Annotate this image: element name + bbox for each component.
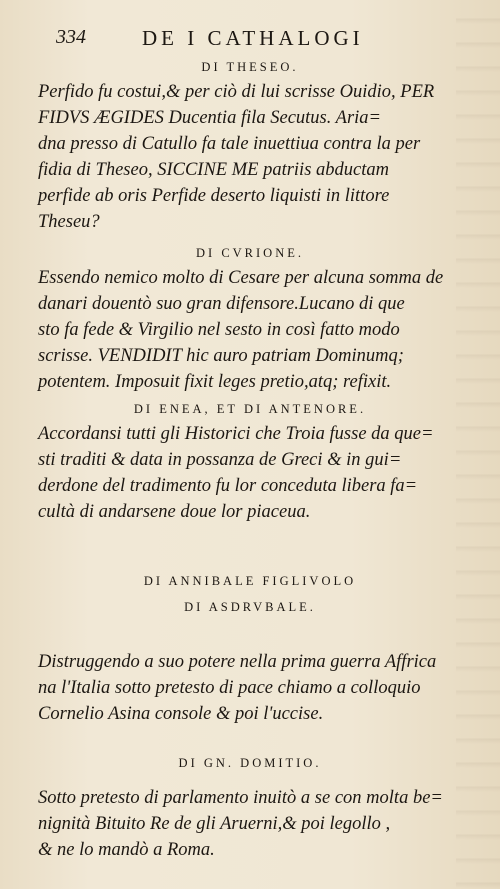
section-heading-annibale-2: DI ASDRVBALE. — [184, 600, 316, 614]
text-line: scrisse. VENDIDIT hic auro patriam Dominumq; — [38, 346, 404, 366]
text-line: nignità Bituito Re de gli Aruerni,& poi legollo , — [38, 814, 391, 834]
text-line: Essendo nemico molto di Cesare per alcuna somma de — [38, 268, 444, 288]
section-heading-annibale-1: DI ANNIBALE FIGLIVOLO — [143, 574, 357, 588]
text-line: potentem. Imposuit fixit leges pretio,atq; refixit. — [38, 372, 392, 392]
text-line: danari douentò suo gran difensore.Lucano di que — [38, 294, 405, 314]
text-line: perfide ab oris Perfide deserto liquisti in littore — [38, 186, 390, 206]
text-line: sto fa fede & Virgilio nel sesto in così fatto modo — [38, 320, 400, 340]
running-title: DE I CATHALOGI — [142, 26, 364, 50]
text-line: na l'Italia sotto pretesto di pace chiamo a colloquio — [38, 678, 421, 698]
text-line: Accordansi tutti gli Historici che Troia fusse da que= — [38, 424, 434, 444]
text-line: dna presso di Catullo fa tale inuettiua contra la per — [38, 134, 421, 154]
text-line: Perfido fu costui,& per ciò di lui scrisse Ouidio, PER — [38, 82, 435, 102]
section-heading-theseo: DI THESEO. — [201, 60, 299, 74]
text-line: Distruggendo a suo potere nella prima guerra Affrica — [38, 652, 437, 672]
text-line: Cornelio Asina console & poi l'uccise. — [38, 704, 324, 724]
text-line: fidia di Theseo, SICCINE ME patriis abductam — [38, 160, 389, 180]
text-line: Theseu? — [38, 212, 100, 232]
text-line: cultà di andarsene doue lor piaceua. — [38, 502, 311, 522]
text-line: FIDVS ÆGIDES Ducentia fila Secutus. Aria= — [38, 108, 382, 128]
section-heading-enea: DI ENEA, ET DI ANTENORE. — [133, 402, 367, 416]
text-line: Sotto pretesto di parlamento inuitò a se con molta be= — [38, 788, 443, 808]
page-number: 334 — [56, 26, 86, 48]
text-line: sti traditi & data in possanza de Greci & in gui= — [38, 450, 402, 470]
text-line: derdone del tradimento fu lor conceduta libera fa= — [38, 476, 418, 496]
section-heading-curione: DI CVRIONE. — [196, 246, 304, 260]
page-header — [56, 26, 460, 52]
text-line: & ne lo mandò a Roma. — [38, 840, 215, 860]
section-heading-domitio: DI GN. DOMITIO. — [178, 756, 322, 770]
